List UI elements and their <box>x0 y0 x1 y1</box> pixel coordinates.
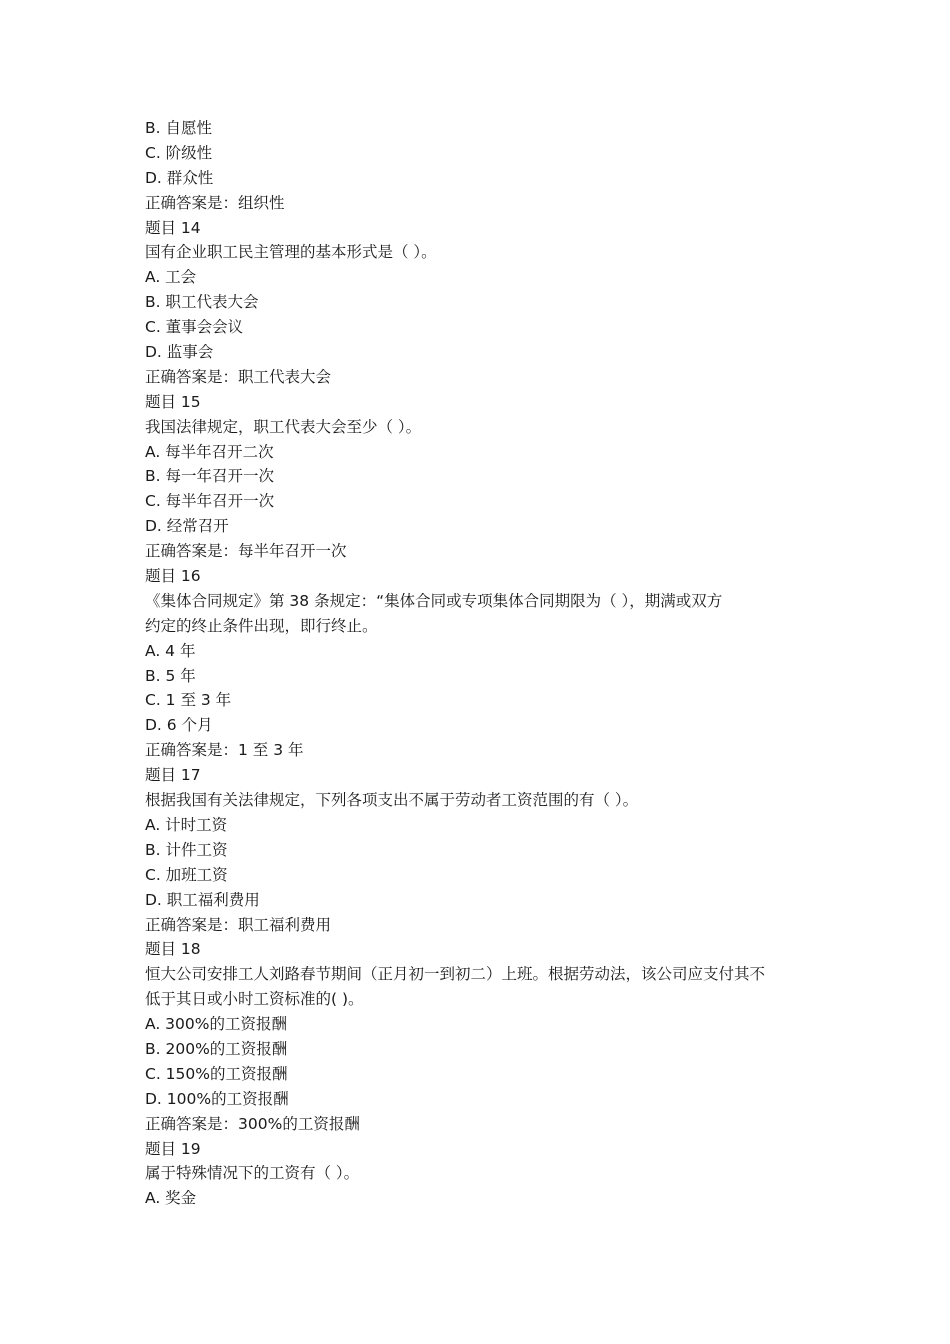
question-number: 题目 14 <box>145 218 201 237</box>
answer-option: D. 群众性 <box>145 168 214 187</box>
answer-option: D. 职工福利费用 <box>145 890 260 909</box>
answer-option: C. 阶级性 <box>145 143 213 162</box>
answer-option: A. 300%的工资报酬 <box>145 1015 287 1034</box>
correct-answer: 正确答案是：1 至 3 年 <box>145 741 304 760</box>
correct-answer: 正确答案是：职工福利费用 <box>145 915 332 934</box>
question-text: 国有企业职工民主管理的基本形式是（ ）。 <box>145 243 437 262</box>
answer-option: A. 每半年召开二次 <box>145 442 274 461</box>
answer-option: A. 计时工资 <box>145 815 228 834</box>
question-text: 《集体合同规定》第 38 条规定：“集体合同或专项集体合同期限为（ ），期满或双方 <box>145 591 723 610</box>
answer-option: D. 经常召开 <box>145 517 229 536</box>
question-number: 题目 16 <box>145 567 201 586</box>
question-text: 恒大公司安排工人刘路春节期间（正月初一到初二）上班。根据劳动法，该公司应支付其不 <box>145 965 766 984</box>
correct-answer: 正确答案是：组织性 <box>145 193 285 212</box>
answer-option: B. 200%的工资报酬 <box>145 1039 288 1058</box>
question-text: 低于其日或小时工资标准的( )。 <box>145 990 364 1009</box>
question-number: 题目 19 <box>145 1139 201 1158</box>
answer-option: C. 1 至 3 年 <box>145 691 232 710</box>
answer-option: C. 加班工资 <box>145 865 228 884</box>
answer-option: B. 计件工资 <box>145 840 228 859</box>
correct-answer: 正确答案是：每半年召开一次 <box>145 542 347 561</box>
answer-option: D. 监事会 <box>145 343 214 362</box>
question-text: 属于特殊情况下的工资有（ ）。 <box>145 1164 360 1183</box>
question-number: 题目 17 <box>145 766 201 785</box>
answer-option: D. 6 个月 <box>145 716 213 735</box>
answer-option: B. 职工代表大会 <box>145 293 259 312</box>
answer-option: A. 工会 <box>145 268 197 287</box>
correct-answer: 正确答案是：300%的工资报酬 <box>145 1114 360 1133</box>
answer-option: B. 自愿性 <box>145 119 212 137</box>
question-number: 题目 18 <box>145 940 201 959</box>
question-number: 题目 15 <box>145 392 201 411</box>
document-body <box>145 116 815 1211</box>
question-text: 约定的终止条件出现，即行终止。 <box>145 616 378 635</box>
answer-option: C. 150%的工资报酬 <box>145 1064 288 1083</box>
correct-answer: 正确答案是：职工代表大会 <box>145 367 332 386</box>
answer-option: C. 每半年召开一次 <box>145 492 275 511</box>
answer-option: D. 100%的工资报酬 <box>145 1089 289 1108</box>
answer-option: A. 4 年 <box>145 641 196 660</box>
question-text: 根据我国有关法律规定，下列各项支出不属于劳动者工资范围的有（ ）。 <box>145 791 639 810</box>
answer-option: B. 5 年 <box>145 666 196 685</box>
question-text: 我国法律规定，职工代表大会至少（ ）。 <box>145 417 422 436</box>
answer-option: C. 董事会会议 <box>145 318 244 337</box>
answer-option: B. 每一年召开一次 <box>145 467 274 486</box>
answer-option: A. 奖金 <box>145 1189 197 1208</box>
